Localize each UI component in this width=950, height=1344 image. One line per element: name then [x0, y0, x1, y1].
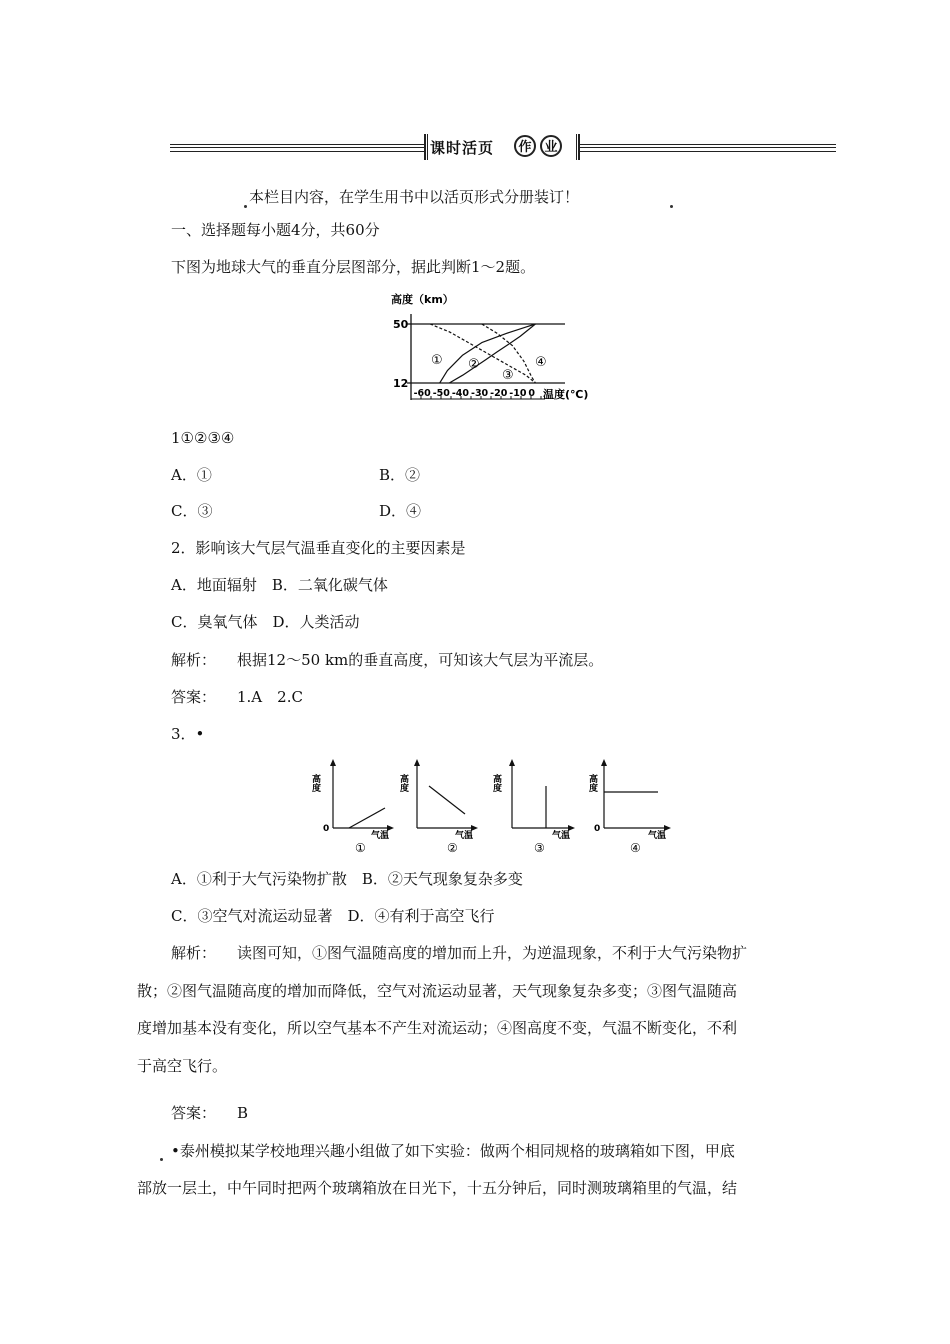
x-tick-label: 0	[528, 388, 536, 399]
answer-label: 答案：	[171, 1104, 217, 1122]
section-heading: 一、选择题每小题4分，共60分	[171, 221, 380, 239]
question-intro: 下图为地球大气的垂直分层图部分，据此判断1～2题。	[171, 258, 536, 276]
marker-dot	[244, 205, 247, 208]
x-tick-label: -20	[490, 388, 508, 399]
answer-text: 1.A 2.C	[237, 688, 303, 706]
q1-stem: 1①②③④	[171, 429, 235, 447]
chart-ylabel: 高度（km）	[391, 293, 454, 306]
panel-origin: 0	[594, 824, 601, 834]
series-line-1	[440, 324, 536, 383]
q3-panel-1	[310, 758, 395, 858]
curve-label-1: ①	[431, 353, 443, 368]
banner-seal: 作	[514, 135, 536, 157]
series-line-2	[449, 324, 535, 383]
q1-option-b: B．②	[379, 466, 421, 484]
banner-seal: 业	[540, 135, 562, 157]
analysis-line: 读图可知，①图气温随高度的增加而上升，为逆温现象，不利于大气污染物扩	[237, 944, 748, 962]
y-tick-12: 12	[393, 377, 409, 390]
q2-options-line1: A．地面辐射 B．二氧化碳气体	[171, 576, 388, 594]
panel-origin: 0	[323, 824, 330, 834]
panel-caption: ④	[630, 841, 641, 855]
panel-ylabel: 高度	[491, 774, 501, 792]
chart-xlabel: 温度(℃)	[543, 388, 589, 401]
y-tick-50: 50	[393, 318, 409, 331]
banner-title-box	[424, 134, 580, 160]
marker-dot	[160, 1158, 163, 1161]
q4-line: •泰州模拟某学校地理兴趣小组做了如下实验：做两个相同规格的玻璃箱如下图，甲底	[171, 1142, 735, 1160]
q1-option-c: C．③	[171, 502, 213, 520]
q3-panel-3	[491, 758, 576, 858]
panel-profile	[349, 808, 385, 828]
intro-note: 本栏目内容，在学生用书中以活页形式分册装订！	[249, 188, 580, 206]
banner-title: 课时活页	[430, 139, 495, 157]
curve-label-2: ②	[468, 357, 480, 372]
x-tick-label: -30	[471, 388, 489, 399]
panel-caption: ②	[447, 841, 458, 855]
answer-label: 答案：	[171, 688, 217, 706]
panel-caption: ①	[355, 841, 366, 855]
marker-dot	[670, 205, 673, 208]
curve-label-3: ③	[502, 368, 514, 383]
q3-stem: 3．•	[171, 725, 205, 743]
q4-line: 部放一层土，中午同时把两个玻璃箱放在日光下，十五分钟后，同时测玻璃箱里的气温，结	[137, 1179, 738, 1197]
q3-options-line1: A．①利于大气污染物扩散 B．②天气现象复杂多变	[171, 870, 523, 888]
panel-profile	[429, 786, 465, 814]
analysis-line: 散；②图气温随高度的增加而降低，空气对流运动显著，天气现象复杂多变；③图气温随高	[137, 982, 738, 1000]
analysis-label: 解析：	[171, 651, 217, 669]
analysis-text: 根据12～50 km的垂直高度，可知该大气层为平流层。	[237, 651, 604, 669]
q2-stem: 2．影响该大气层气温垂直变化的主要因素是	[171, 539, 466, 557]
x-tick-label: -10	[509, 388, 527, 399]
q3-panel-4	[586, 758, 676, 858]
analysis-line: 度增加基本没有变化，所以空气基本不产生对流运动；④图高度不变，气温不断变化，不利	[137, 1019, 738, 1037]
x-tick-label: -40	[451, 388, 470, 399]
answer-text: B	[237, 1104, 249, 1122]
panel-xlabel: 气温	[552, 831, 571, 841]
x-tick-label: -60	[413, 388, 431, 399]
q2-options-line2: C．臭氧气体 D．人类活动	[171, 613, 360, 631]
panel-ylabel: 高度	[587, 774, 597, 792]
atmosphere-chart	[355, 290, 625, 405]
panel-ylabel: 高度	[398, 774, 408, 792]
x-tick-label: -50	[432, 388, 450, 399]
q1-option-d: D．④	[379, 502, 422, 520]
q1-option-a: A．①	[171, 466, 212, 484]
panel-ylabel: 高度	[310, 774, 320, 792]
curve-label-4: ④	[535, 355, 547, 370]
analysis-line: 于高空飞行。	[137, 1057, 228, 1075]
analysis-label: 解析：	[171, 944, 217, 962]
panel-xlabel: 气温	[371, 831, 390, 841]
q3-options-line2: C．③空气对流运动显著 D．④有利于高空飞行	[171, 907, 495, 925]
panel-xlabel: 气温	[455, 831, 474, 841]
panel-xlabel: 气温	[648, 831, 667, 841]
q3-panel-2	[398, 758, 483, 858]
panel-caption: ③	[534, 841, 545, 855]
